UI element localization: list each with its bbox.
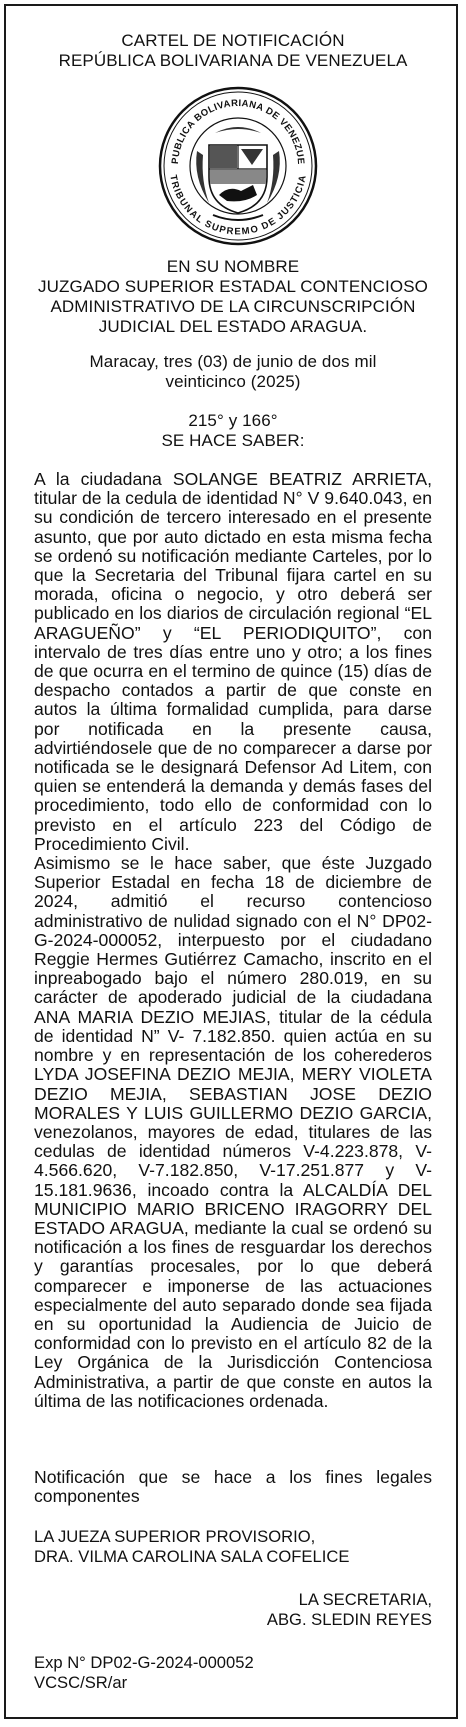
notice-title: CARTEL DE NOTIFICACIÓN: [121, 31, 345, 50]
se-hace-saber: SE HACE SABER:: [161, 431, 305, 450]
court-line-3: ADMINISTRATIVO DE LA CIRCUNSCRIPCIÓN: [50, 297, 416, 316]
svg-text:TRIBUNAL SUPREMO DE JUSTICIA: TRIBUNAL SUPREMO DE JUSTICIA: [167, 174, 309, 238]
svg-text:REPUBLICA BOLIVARIANA DE VENEZ: PUBLICA BOLIVARIANA DE VENEZUE: [169, 97, 307, 165]
body-paragraph-3: Notificación que se hace a los fines legales componentes: [34, 1467, 432, 1507]
notice-date: [34, 352, 432, 392]
seal-emblem-icon: [157, 85, 319, 247]
case-number: Exp N° DP02-G-2024-000052: [34, 1653, 254, 1672]
date-line-2: veinticinco (2025): [165, 372, 301, 391]
court-line-1: EN SU NOMBRE: [166, 257, 300, 276]
secretary-title: LA SECRETARIA,: [298, 1590, 432, 1609]
notice-body: [34, 470, 432, 1411]
republic-name: REPÚBLICA BOLIVARIANA DE VENEZUELA: [58, 51, 408, 70]
court-line-4: JUDICIAL DEL ESTADO ARAGUA.: [98, 317, 368, 336]
date-line-1: Maracay, tres (03) de junio de dos mil: [89, 352, 377, 371]
notice-header: [34, 31, 432, 71]
body-paragraph-2: Asimismo se le hace saber, que éste Juzgado Superior Estadal en fecha 18 de diciembre de 2024, admitió el recurso contencioso administrativo de nulidad signado con el N° DP02-G-2024-000052, interpuesto por el ciudadano Reggie Hermes Gutiérrez Camacho, inscrito en el inpreabogado bajo el número 280.019, en su carácter de apoderado judicial de la ciudadana ANA MARIA DEZIO MEJIAS, titular de la cédula de identidad N” V- 7.182.850. quien actúa en su nombre y en representación de los coherederos LYDA JOSEFINA DEZIO MEJIA, MERY VIOLETA DEZIO MEJIA, SEBASTIAN JOSE DEZIO MORALES Y LUIS GUILLERMO DEZIO GARCIA, venezolanos, mayores de edad, titulares de las cedulas de identidad números V-4.223.878, V-4.566.620, V-7.182.850, V-17.251.877 y V-15.181.9636, incoado contra la ALCALDÍA DEL MUNICIPIO MARIO BRICENO IRAGORRY DEL ESTADO ARAGUA, mediante la cual se ordenó su notificación a los fines de resguardar los derechos y garantías procesales, por lo que deberá comparecer e imponerse de las actuaciones especialmente del auto separado donde sea fijada en su oportunidad la Audiencia de Juicio de conformidad con lo previsto en el artículo 82 de la Ley Orgánica de la Jurisdicción Contenciosa Administrativa, a partir de que conste en autos la última de las notificaciones ordenada.: [34, 853, 432, 1411]
initials: VCSC/SR/ar: [34, 1673, 128, 1692]
secretary-signature: [34, 1590, 432, 1630]
judge-title: LA JUEZA SUPERIOR PROVISORIO,: [34, 1527, 316, 1546]
secretary-name: ABG. SLEDIN REYES: [266, 1610, 432, 1629]
judge-signature: [34, 1527, 432, 1567]
year-reference: 215° y 166°: [188, 411, 278, 430]
court-heading: [34, 257, 432, 337]
court-line-2: JUZGADO SUPERIOR ESTADAL CONTENCIOSO: [38, 277, 428, 296]
notice-closing: [34, 1468, 432, 1506]
supreme-court-seal: [157, 85, 319, 247]
notice-footer: [34, 1653, 432, 1693]
judge-name: DRA. VILMA CAROLINA SALA COFELICE: [34, 1547, 350, 1566]
notice-refs: [34, 411, 432, 451]
body-paragraph-1: A la ciudadana SOLANGE BEATRIZ ARRIETA, titular de la cedula de identidad N° V 9.640.043, en su condición de tercero interesado en el presente asunto, que por auto dictado en esta misma fecha se ordenó su notificación mediante Carteles, por lo que la Secretaria del Tribunal fijara cartel en su morada, oficina o negocio, y otro deberá ser publicado en los diarios de circulación regional “EL ARAGUEÑO” y “EL PERIODIQUITO”, con intervalo de tres días entre uno y otro; a los fines de que ocurra en el termino de quince (15) días de despacho contados a partir de que conste en autos la última formalidad cumplida, para darse por notificada en la presente causa, advirtiéndosele que de no comparecer a darse por notificada se le designará Defensor Ad Litem, con quien se entenderá la demanda y demás fases del procedimiento, todo ello de conformidad con lo previsto en el artículo 223 del Código de Procedimiento Civil.: [34, 469, 432, 854]
